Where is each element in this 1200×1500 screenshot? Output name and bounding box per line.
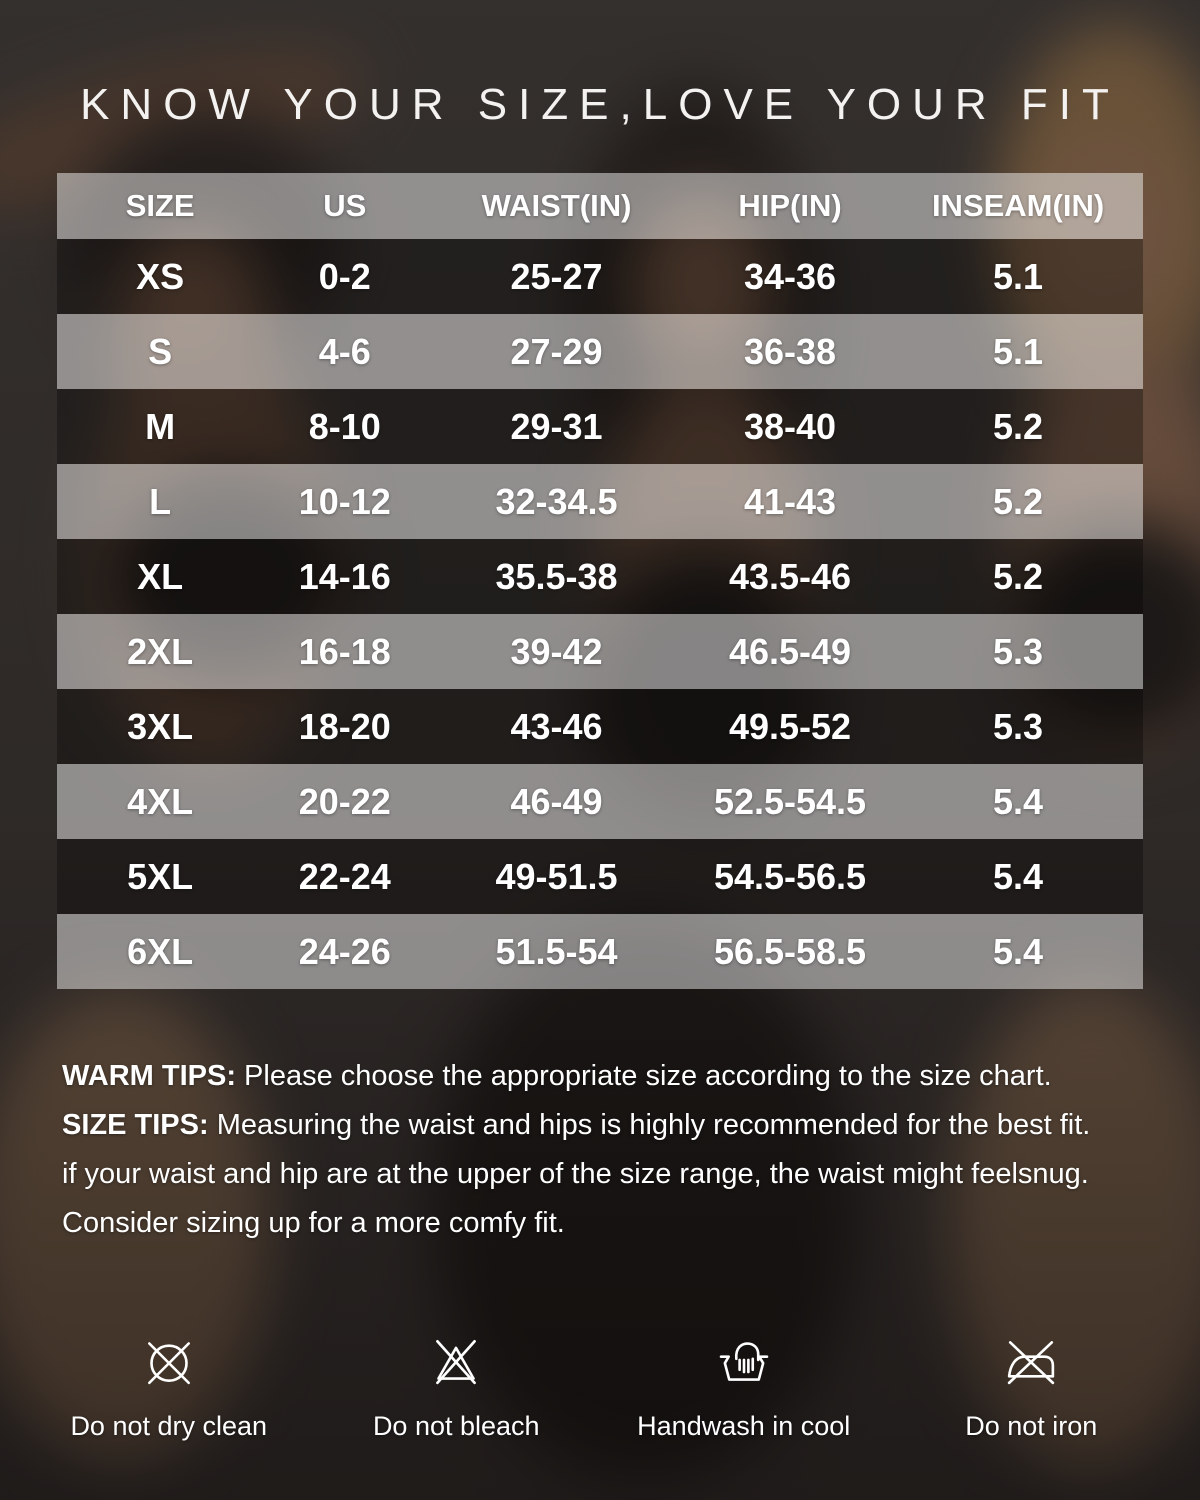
us-cell: 24-26 xyxy=(298,930,391,972)
column-header-us: US xyxy=(323,188,367,223)
waist-cell: 32-34.5 xyxy=(495,480,618,522)
hip-cell: 52.5-54.5 xyxy=(713,780,867,822)
hip-cell: 54.5-56.5 xyxy=(713,855,867,897)
waist-cell: 51.5-54 xyxy=(495,930,618,972)
warm-tips-line xyxy=(62,1052,1147,1101)
size-cell: 3XL xyxy=(127,705,194,747)
size-cell: S xyxy=(148,330,173,372)
column-header-size: SIZE xyxy=(125,188,195,223)
waist-cell: 43-46 xyxy=(510,705,603,747)
hip-cell: 46.5-49 xyxy=(728,630,852,672)
us-cell: 20-22 xyxy=(298,780,391,822)
inseam-cell: 5.3 xyxy=(993,705,1044,747)
warm-tips-label: WARM TIPS: xyxy=(62,1060,236,1092)
size-tips-line xyxy=(62,1101,1147,1150)
hip-cell: 49.5-52 xyxy=(728,705,852,747)
care-label: Do not bleach xyxy=(372,1411,540,1441)
do-not-iron-icon xyxy=(996,1322,1066,1400)
table-row xyxy=(57,314,1143,389)
waist-cell: 29-31 xyxy=(510,405,603,447)
warm-tips-text: Please choose the appropriate size according to the size chart. xyxy=(236,1060,1052,1092)
waist-cell: 35.5-38 xyxy=(495,555,618,597)
inseam-cell: 5.1 xyxy=(993,255,1044,297)
inseam-cell: 5.4 xyxy=(993,780,1044,822)
us-cell: 10-12 xyxy=(298,480,391,522)
hip-cell: 34-36 xyxy=(743,255,837,297)
do-not-dry-clean-icon xyxy=(134,1322,204,1400)
inseam-cell: 5.4 xyxy=(993,930,1044,972)
size-chart-table xyxy=(57,173,1143,989)
size-tips-label: SIZE TIPS: xyxy=(62,1109,209,1141)
waist-cell: 27-29 xyxy=(510,330,603,372)
us-cell: 18-20 xyxy=(298,705,391,747)
care-instructions xyxy=(25,1322,1175,1442)
size-cell: M xyxy=(145,405,176,447)
table-row xyxy=(57,839,1143,914)
table-row xyxy=(57,239,1143,314)
inseam-cell: 5.1 xyxy=(993,330,1044,372)
hip-cell: 38-40 xyxy=(743,405,837,447)
us-cell: 0-2 xyxy=(318,255,371,297)
care-label: Handwash in cool xyxy=(637,1411,851,1441)
us-cell: 4-6 xyxy=(318,330,371,372)
care-label: Do not iron xyxy=(965,1411,1098,1441)
care-item xyxy=(313,1322,601,1442)
care-item xyxy=(600,1322,888,1442)
table-header-row xyxy=(57,173,1143,239)
tips-section xyxy=(62,1052,1147,1248)
size-cell: L xyxy=(149,480,172,522)
table-row xyxy=(57,614,1143,689)
care-item xyxy=(25,1322,313,1442)
do-not-bleach-icon xyxy=(421,1322,491,1400)
care-label: Do not dry clean xyxy=(70,1411,268,1441)
size-cell: 4XL xyxy=(127,780,194,822)
handwash-icon xyxy=(709,1322,779,1400)
table-row xyxy=(57,389,1143,464)
hip-cell: 36-38 xyxy=(743,330,837,372)
table-row xyxy=(57,689,1143,764)
size-tips-line-2: if your waist and hip are at the upper of the size range, the waist might feelsnug. xyxy=(62,1158,1089,1190)
column-header-inseam: INSEAM(IN) xyxy=(931,188,1105,223)
us-cell: 16-18 xyxy=(298,630,391,672)
size-cell: 5XL xyxy=(127,855,194,897)
inseam-cell: 5.2 xyxy=(993,405,1044,447)
hip-cell: 56.5-58.5 xyxy=(713,930,867,972)
size-cell: XL xyxy=(137,555,184,597)
waist-cell: 49-51.5 xyxy=(495,855,618,897)
table-row xyxy=(57,464,1143,539)
size-cell: XS xyxy=(136,255,185,297)
us-cell: 8-10 xyxy=(308,405,381,447)
care-item xyxy=(888,1322,1176,1442)
inseam-cell: 5.3 xyxy=(993,630,1044,672)
table-row xyxy=(57,539,1143,614)
table-row xyxy=(57,764,1143,839)
column-header-waist: WAIST(IN) xyxy=(481,188,632,223)
hip-cell: 41-43 xyxy=(743,480,837,522)
column-header-hip: HIP(IN) xyxy=(738,188,842,223)
page-title: KNOW YOUR SIZE,LOVE YOUR FIT xyxy=(80,80,1120,129)
hip-cell: 43.5-46 xyxy=(728,555,852,597)
waist-cell: 46-49 xyxy=(510,780,603,822)
inseam-cell: 5.2 xyxy=(993,555,1044,597)
size-cell: 6XL xyxy=(127,930,194,972)
size-tips-line-3: Consider sizing up for a more comfy fit. xyxy=(62,1207,565,1239)
size-tips-text: Measuring the waist and hips is highly recommended for the best fit. xyxy=(208,1109,1091,1141)
inseam-cell: 5.4 xyxy=(993,855,1044,897)
size-cell: 2XL xyxy=(127,630,194,672)
table-row xyxy=(57,914,1143,989)
us-cell: 22-24 xyxy=(298,855,391,897)
inseam-cell: 5.2 xyxy=(993,480,1044,522)
waist-cell: 25-27 xyxy=(510,255,603,297)
us-cell: 14-16 xyxy=(298,555,391,597)
waist-cell: 39-42 xyxy=(510,630,603,672)
